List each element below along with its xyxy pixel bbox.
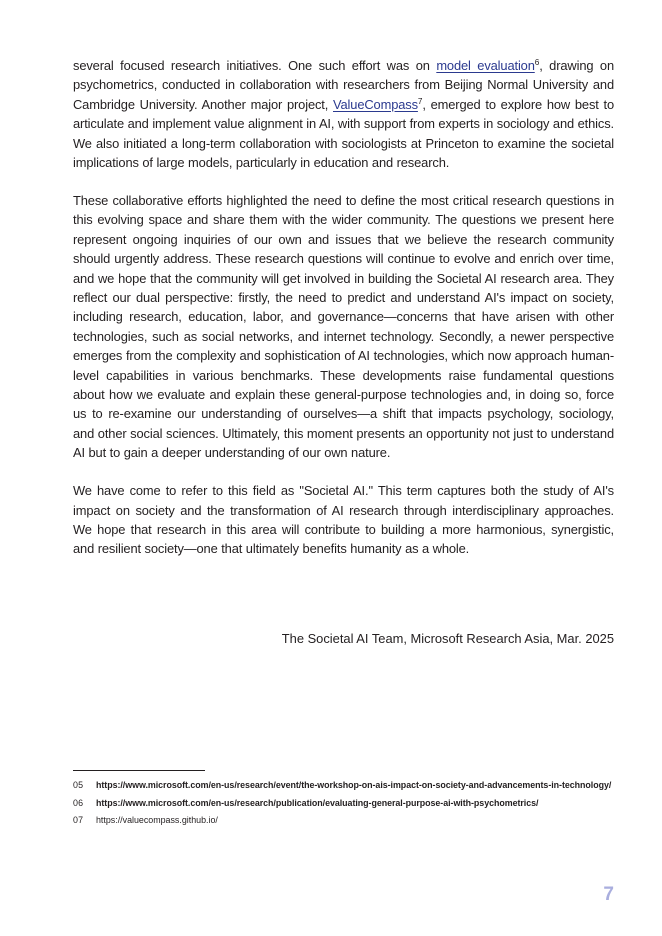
footnotes-section: [73, 770, 614, 826]
signature-line: [73, 629, 614, 648]
footnote-url[interactable]: https://valuecompass.github.io/: [96, 815, 218, 826]
document-body: [73, 56, 614, 559]
footnote-number: 06: [73, 797, 84, 808]
footnote-url[interactable]: https://www.microsoft.com/en-us/research/event/the-workshop-on-ais-impact-on-society-and-advancements-in-technology/: [96, 780, 612, 790]
link-model-evaluation[interactable]: model evaluation: [436, 58, 535, 73]
footnote-url[interactable]: https://www.microsoft.com/en-us/research/publication/evaluating-general-purpose-ai-with-psychometrics/: [96, 797, 539, 808]
paragraph-research-initiatives: [73, 56, 614, 172]
signature-text: The Societal AI Team, Microsoft Research Asia, Mar. 2025: [281, 631, 614, 646]
paragraph-1-segment-a: several focused research initiatives. One such effort was on: [73, 58, 437, 73]
paragraph-research-questions: These collaborative efforts highlighted the need to define the most critical research questions in this evolving space and share them with the wider community. The questions we present here represent ongoing inquiries of our own and issues that we believe the research community should urgently address. These research questions will continue to evolve and enrich over time, and we hope that the community will get involved in building the Societal AI research area. They reflect our dual perspective: firstly, the need to predict and understand AI's impact on society, including research, education, labor, and governance—concerns that have arisen with other technologies, such as social networks, and internet technology. Secondly, a newer perspective emerges from the complexity and sophistication of AI technologies, which now approach human-level capabilities in various benchmarks. These developments raise fundamental questions about how we evaluate and explain these general-purpose technologies and, in doing so, force us to re-examine our understanding of ourselves—a shift that impacts psychology, sociology, and other social sciences. Ultimately, this moment presents an opportunity not just to understand AI but to gain a deeper understanding of our own nature.: [73, 192, 614, 461]
footnote-ref-7[interactable]: 7: [417, 96, 423, 106]
link-valuecompass[interactable]: ValueCompass: [333, 96, 418, 112]
footnote-item: [73, 798, 614, 809]
footnote-ref-6[interactable]: 6: [534, 58, 540, 67]
footnote-separator-rule: [73, 770, 205, 771]
page-number: 7: [603, 884, 614, 905]
footnote-number: 05: [73, 780, 84, 790]
paragraph-1-segment-c: , emerged to explore how best to articulate and implement value alignment in AI, with support from experts in sociology and ethics. We also initiated a long-term collaboration with sociologists at Princeton to examine the societal implications of large models, particularly in education and research.: [73, 96, 614, 171]
footnote-item: [73, 780, 614, 791]
footnote-number: 07: [73, 815, 84, 826]
paragraph-1-segment-b: , drawing on psychometrics, conducted in collaboration with researchers from Beijing Normal University and Cambridge University. Another major project,: [73, 58, 614, 112]
paragraph-societal-ai-definition: We have come to refer to this field as "Societal AI." This term captures both the study of AI's impact on society and the transformation of AI research through interdisciplinary approaches. We hope that research in this area will contribute to building a more harmonious, synergistic, and resilient society—one that ultimately benefits humanity as a whole.: [73, 483, 614, 557]
footnote-item: [73, 815, 614, 826]
